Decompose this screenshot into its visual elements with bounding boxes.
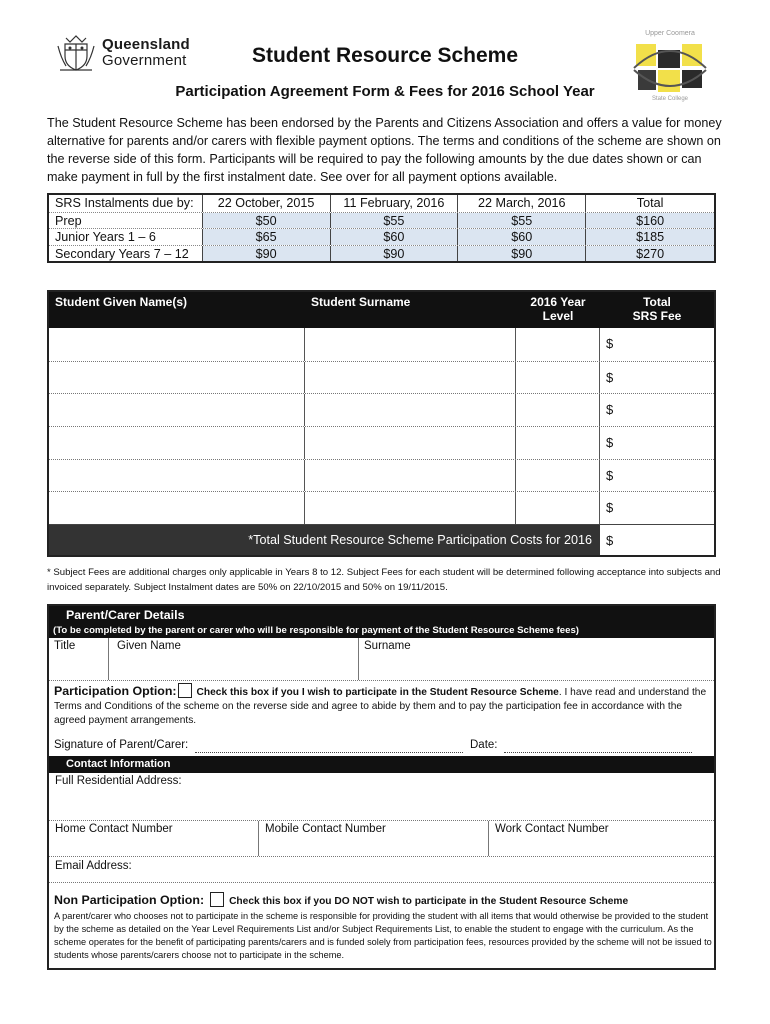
fee-cell: $55: [331, 213, 459, 229]
signature-row: [54, 739, 709, 751]
fee-cell: $65: [203, 229, 331, 245]
student-fee-input[interactable]: $: [606, 435, 614, 451]
parent-carer-header: [49, 606, 714, 638]
student-row: [49, 328, 714, 361]
non-participation-option: [54, 892, 712, 962]
student-surname-input[interactable]: [305, 460, 516, 492]
participation-text-2: the Terms and Conditions of the scheme on the reverse side and agree to abide by them and to pay the participation fee in accordance with the agreed payment arrangements.: [54, 687, 707, 726]
col-total-line2: SRS Fee: [632, 309, 682, 323]
student-row: [49, 426, 714, 459]
student-year-input[interactable]: [516, 328, 600, 361]
email-field[interactable]: Email Address:: [49, 857, 714, 883]
student-year-input[interactable]: [516, 427, 600, 459]
signature-label: Signature of Parent/Carer:: [54, 739, 189, 751]
date-label: Date:: [470, 739, 498, 751]
fee-total-cell: $185: [586, 229, 714, 245]
page-title: Student Resource Scheme: [251, 44, 519, 67]
student-year-input[interactable]: [516, 492, 600, 524]
col-total-fee: [600, 292, 714, 328]
student-given-input[interactable]: [49, 427, 305, 459]
student-given-input[interactable]: [49, 460, 305, 492]
table-row: [49, 245, 714, 262]
students-table: [47, 290, 716, 557]
student-surname-input[interactable]: [305, 492, 516, 524]
row-label: Secondary Years 7 – 12: [49, 246, 203, 262]
college-logo: [620, 30, 720, 108]
parent-title-field[interactable]: Title: [49, 638, 109, 680]
total-cost-input[interactable]: $: [606, 533, 614, 549]
student-fee-input[interactable]: $: [606, 402, 614, 418]
intro-paragraph: The Student Resource Scheme has been endorsed by the Parents and Citizens Association and offers a value for money alternative for parents and/or carers with flexible payment options. The terms and conditions of the scheme are shown on the reverse side of this form. Participants will be required to pay the following amounts by the due dates shown or can make payment in full by the first instalment date. See over for all payment options available.: [47, 116, 722, 184]
subject-fees-note: * Subject Fees are additional charges only applicable in Years 8 to 12. Subject Fees for each student will be determined following acceptance into subjects and invoiced separately. Subject Instalment dates are 50% on 22/10/2015 and 50% on 19/11/2015.: [47, 567, 721, 593]
work-phone-field[interactable]: Work Contact Number: [495, 823, 609, 835]
instalments-header-total: Total: [636, 196, 664, 210]
col-total-line1: Total: [643, 295, 671, 309]
fee-cell: $60: [458, 229, 586, 245]
col-year-line1: 2016 Year: [530, 295, 586, 309]
student-year-input[interactable]: [516, 362, 600, 394]
student-surname-input[interactable]: [305, 427, 516, 459]
college-emblem-icon: [632, 40, 708, 96]
instalments-table: [47, 193, 716, 263]
student-fee-input[interactable]: $: [606, 336, 614, 351]
student-row: [49, 491, 714, 524]
parent-name-row: [49, 638, 714, 681]
participation-label: Participation Option:: [54, 684, 177, 698]
phone-row: [49, 821, 714, 857]
student-row: [49, 393, 714, 426]
fee-cell: $50: [203, 213, 331, 229]
col-given-name: Student Given Name(s): [55, 295, 188, 309]
gov-name-line1: Queensland: [102, 36, 190, 53]
parent-surname-field[interactable]: Surname: [364, 640, 411, 652]
gov-name-line2: Government: [102, 52, 187, 69]
fee-total-cell: $160: [586, 213, 714, 229]
col-year-line2: Level: [542, 309, 574, 323]
student-given-input[interactable]: [49, 394, 305, 426]
student-surname-input[interactable]: [305, 394, 516, 426]
fee-cell: $90: [203, 246, 331, 262]
student-given-input[interactable]: [49, 328, 305, 361]
mobile-phone-field[interactable]: Mobile Contact Number: [259, 821, 489, 856]
student-fee-input[interactable]: $: [606, 500, 614, 516]
date-field[interactable]: [504, 752, 692, 753]
non-participation-label: Non Participation Option: [54, 893, 200, 907]
col-surname: Student Surname: [311, 295, 411, 309]
students-header-row: [49, 292, 714, 328]
instalments-header-date3: 22 March, 2016: [458, 195, 586, 212]
participation-checkbox[interactable]: [178, 683, 192, 698]
parent-given-name-field[interactable]: Given Name: [109, 638, 359, 680]
col-year-level: [516, 292, 600, 328]
student-fee-input[interactable]: $: [606, 467, 614, 483]
parent-carer-subtitle: (To be completed by the parent or carer who will be responsible for payment of the Student Resource Scheme fees): [53, 625, 579, 636]
student-row: [49, 361, 714, 394]
student-surname-input[interactable]: [305, 362, 516, 394]
non-participation-body: A parent/carer who chooses not to participate in the scheme is responsible for providing the student with all items that would otherwise be provided to the student by the scheme as detailed on the Year Level Requirements List and/or Subject Requirements List, to enable the student to engage with the curriculum. As the scheme operates for the benefit of participating parents/carers and is funded solely from participation fees, resources provided by the scheme will not be issued to students whose parents/carers choose not to participate in the scheme.: [54, 911, 712, 960]
fee-total-cell: $270: [586, 246, 714, 262]
student-surname-input[interactable]: [305, 328, 516, 361]
fee-cell: $90: [458, 246, 586, 262]
non-participation-checkbox[interactable]: [210, 892, 224, 907]
total-cost-row: [49, 524, 714, 555]
participation-option: [54, 683, 709, 728]
participation-text-1: . I have read and understand: [558, 687, 690, 698]
student-year-input[interactable]: [516, 460, 600, 492]
non-participation-colon: :: [199, 893, 205, 907]
page-subtitle: Participation Agreement Form & Fees for 2016 School Year: [175, 83, 595, 100]
total-cost-label: *Total Student Resource Scheme Participation Costs for 2016: [49, 525, 600, 555]
student-fee-input[interactable]: $: [606, 369, 614, 385]
home-phone-field[interactable]: Home Contact Number: [49, 821, 259, 856]
student-row: [49, 459, 714, 492]
instalments-header-label: SRS Instalments due by:: [49, 195, 203, 212]
student-given-input[interactable]: [49, 492, 305, 524]
instalments-header-date1: 22 October, 2015: [203, 195, 331, 212]
parent-carer-section: [47, 604, 716, 970]
college-name-bottom: State College: [651, 96, 689, 102]
address-field[interactable]: Full Residential Address:: [49, 773, 714, 821]
parent-carer-title: Parent/Carer Details: [66, 608, 185, 622]
row-label: Junior Years 1 – 6: [49, 229, 203, 245]
instalments-header-row: [49, 195, 714, 212]
college-name-top: Upper Coomera: [645, 30, 695, 37]
fee-cell: $55: [458, 213, 586, 229]
fee-cell: $60: [331, 229, 459, 245]
table-row: [49, 212, 714, 229]
instalments-header-date2: 11 February, 2016: [331, 195, 459, 212]
row-label: Prep: [49, 213, 203, 229]
participation-check-text: Check this box if you I wish to participate in the Student Resource Scheme: [196, 687, 559, 698]
table-row: [49, 228, 714, 245]
contact-info-header: Contact Information: [49, 756, 714, 773]
fee-cell: $90: [331, 246, 459, 262]
non-participation-check-text: Check this box if you DO NOT wish to participate in the Student Resource Scheme: [229, 896, 629, 907]
signature-field[interactable]: [195, 752, 463, 753]
student-year-input[interactable]: [516, 394, 600, 426]
student-given-input[interactable]: [49, 362, 305, 394]
